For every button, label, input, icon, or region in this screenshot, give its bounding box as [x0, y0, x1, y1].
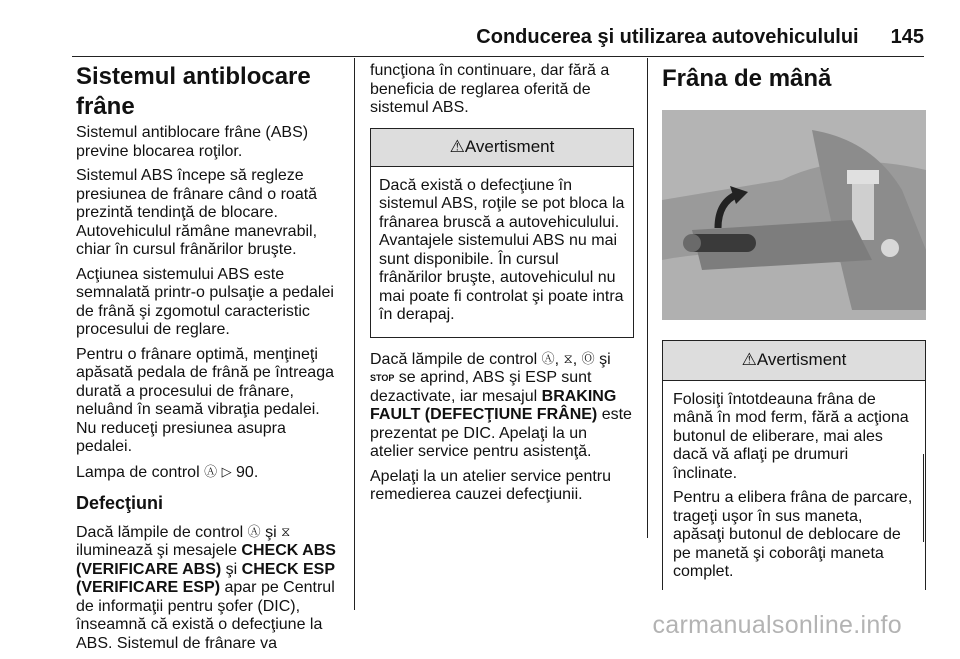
section-title: Conducerea şi utilizarea autovehiculului: [476, 26, 859, 48]
abs-continuation: funcţiona în continuare, dar fără a beneficia de reglarea oferită de sistemul ABS.: [370, 62, 610, 116]
abs-lamp-reference: Lampa de control Ⓐ ▷ 90.: [76, 463, 259, 481]
abs-lamp-icon: Ⓐ: [541, 350, 555, 366]
abs-lamp-icon: Ⓐ: [204, 463, 218, 479]
column-2: [370, 62, 634, 511]
service-text: Apelaţi la un atelier service pentru remedierea cauzei defecţiunii.: [370, 467, 612, 503]
page-number: 145: [890, 26, 924, 48]
page-header: [72, 26, 924, 49]
esp-skid-icon: ⧖: [281, 523, 291, 539]
warning-text-2: Pentru a elibera frâna de parcare, trageţi uşor în sus maneta, apăsaţi butonul de deblocare de pe manetă şi coborâţi maneta complet.: [673, 489, 913, 580]
abs-warning-box: [370, 128, 634, 338]
column-divider-2: [647, 58, 648, 538]
handbrake-photo: [662, 110, 926, 320]
abs-intro: Sistemul antiblocare frâne (ABS) previne blocarea roţilor.: [76, 124, 309, 160]
header-rule: [72, 56, 924, 57]
brake-warning-icon: Ⓞ: [581, 350, 595, 366]
warning-triangle-icon: ⚠: [741, 349, 757, 369]
warning-triangle-icon: ⚠: [449, 136, 465, 156]
faults-heading: Defecţiuni: [76, 493, 164, 513]
warning-header: ⚠ Avertisment: [371, 129, 633, 167]
esp-skid-icon: ⧖: [563, 350, 573, 366]
abs-heading: Sistemul antiblocare frâne: [76, 63, 311, 120]
handbrake-warning-box: [662, 340, 926, 590]
handbrake-heading: Frâna de mână: [662, 65, 832, 92]
stop-icon: STOP: [370, 373, 395, 383]
abs-optimal-braking: Pentru o frânare optimă, menţineţi apăsată pedala de frână pe întreaga durată a procesului de frânare, neluând în seamă vibraţia pedalei. Nu reduceţi presiunea asupra pedalei.: [76, 345, 334, 455]
abs-regulation: Sistemul ABS începe să regleze presiunea de frânare când o roată prezintă tendinţă de blocare. Autovehiculul rămâne manevrabil, chiar în cursul frânărilor bruşte.: [76, 167, 318, 258]
watermark: carmanualsonline.info: [652, 611, 902, 639]
column-3: [662, 62, 926, 590]
column-1: [76, 62, 344, 659]
warning-text-1: Folosiţi întotdeauna frâna de mână în mod ferm, fără a acţiona butonul de eliberare, mai ales dacă vă aflaţi pe drumuri înclinate.: [673, 390, 909, 482]
page-reference-icon: ▷: [221, 463, 232, 479]
abs-pulsation: Acţiunea sistemului ABS este semnalată printr-o pulsaţie a pedalei de frână şi zgomotul caracteristic procesului de reglare.: [76, 265, 334, 338]
warning-header: ⚠ Avertisment: [663, 341, 925, 381]
faults-text: Dacă lămpile de control Ⓐ şi ⧖ iluminează şi mesajele CHECK ABS (VERIFICARE ABS) şi CHECK ESP (VERIFICARE ESP) apar pe Centrul de informaţii pentru şofer (DIC), înseamnă că există o defecţiune la ABS. Sistemul de frânare va: [76, 523, 336, 652]
column-divider-1: [354, 58, 355, 610]
esp-deactivation-text: Dacă lămpile de control Ⓐ, ⧖, Ⓞ şi STOP se aprind, ABS şi ESP sunt dezactivate, iar mesajul BRAKING FAULT (DEFECŢIUNE FRÂNE) este prezentat pe DIC. Apelaţi la un atelier service pentru asistenţă.: [370, 350, 632, 460]
abs-lamp-icon: Ⓐ: [247, 523, 261, 539]
warning-text: Dacă există o defecţiune în sistemul ABS, roţile se pot bloca la frânarea bruscă a autovehiculului. Avantajele sistemului ABS nu mai sunt disponibile. În cursul frânărilor bruşte, autovehiculul nu mai poate fi controlat şi poate intra în derapaj.: [379, 176, 625, 323]
